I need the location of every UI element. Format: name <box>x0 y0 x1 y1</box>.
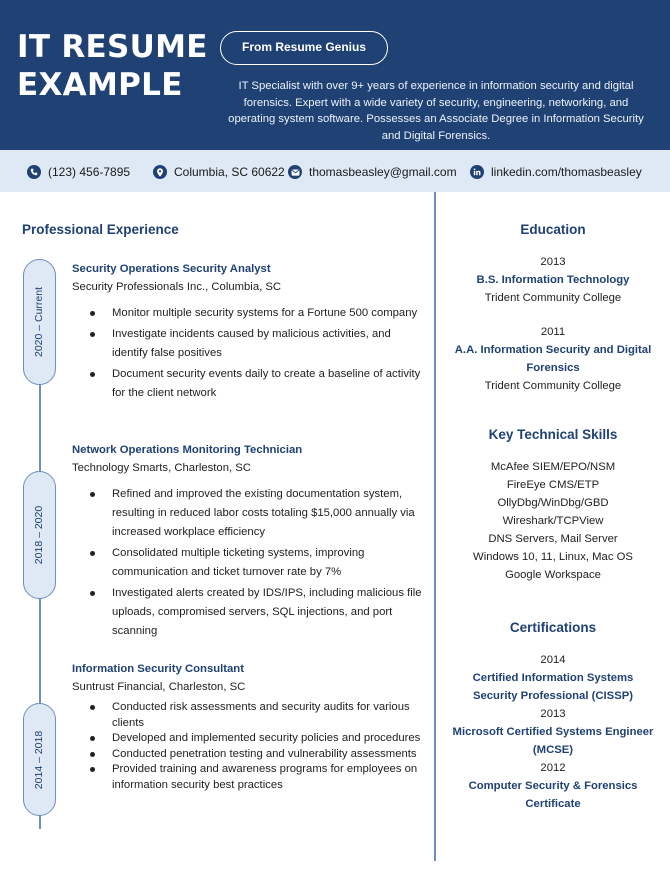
education-entry <box>436 253 670 307</box>
skill-item: Windows 10, 11, Linux, Mac OS <box>473 551 633 563</box>
certification-year: 2014 <box>540 654 566 666</box>
linkedin-icon <box>470 165 484 179</box>
location-text: Columbia, SC 60622 <box>174 165 285 179</box>
job-entry-3 <box>72 660 424 793</box>
contact-location <box>153 163 285 181</box>
certification-year: 2013 <box>540 708 566 720</box>
job-title: Information Security Consultant <box>72 663 244 675</box>
skills-list <box>436 458 670 584</box>
title-line-2: EXAMPLE <box>17 67 183 103</box>
contact-linkedin[interactable] <box>470 163 642 181</box>
certification-year: 2012 <box>540 762 566 774</box>
skill-item: Wireshark/TCPView <box>502 515 604 527</box>
linkedin-text: linkedin.com/thomasbeasley <box>491 165 642 179</box>
certification-entry <box>436 651 670 705</box>
email-icon <box>288 165 302 179</box>
bullet-item: Refined and improved the existing documentation system, resulting in reduced labor costs totaling $15,000 annually via increased workplace efficiency <box>72 485 424 542</box>
experience-heading: Professional Experience <box>22 222 179 237</box>
skills-heading: Key Technical Skills <box>488 427 618 442</box>
contact-phone[interactable] <box>27 163 130 181</box>
skills-section <box>436 427 670 584</box>
bullet-item: Developed and implemented security policies and procedures <box>72 731 424 747</box>
certifications-heading: Certifications <box>509 620 597 635</box>
email-text: thomasbeasley@gmail.com <box>309 165 457 179</box>
job-entry-2 <box>72 441 424 643</box>
bullet-item: Investigated alerts created by IDS/IPS, including malicious file uploads, compromised servers, SQL injections, and port scanning <box>72 584 424 641</box>
skill-item: FireEye CMS/ETP <box>506 479 600 491</box>
contact-bar <box>0 150 670 192</box>
skill-item: McAfee SIEM/EPO/NSM <box>490 461 616 473</box>
skill-item: DNS Servers, Mail Server <box>488 533 618 545</box>
job-1-dates: 2020 – Current <box>23 259 56 385</box>
bullet-item: Document security events daily to create a baseline of activity for the client network <box>72 365 424 403</box>
skill-item: OllyDbg/WinDbg/GBD <box>497 497 609 509</box>
education-degree: B.S. Information Technology <box>476 274 630 286</box>
education-school: Trident Community College <box>484 380 622 392</box>
location-pin-icon <box>153 165 167 179</box>
education-school: Trident Community College <box>484 292 622 304</box>
certification-name: Certified Information Systems Security Professional (CISSP) <box>472 672 634 702</box>
resume-title <box>17 28 208 104</box>
job-company: Suntrust Financial, Charleston, SC <box>72 681 246 693</box>
bullet-item: Investigate incidents caused by malicious activities, and identify false positives <box>72 325 424 363</box>
education-year: 2011 <box>540 326 566 338</box>
certification-entry <box>436 759 670 813</box>
certifications-section <box>436 620 670 813</box>
bullet-item: Provided training and awareness programs for employees on information security best practices <box>72 762 424 793</box>
certification-entry <box>436 705 670 759</box>
education-entry <box>436 323 670 395</box>
phone-icon <box>27 165 41 179</box>
education-heading: Education <box>520 222 586 237</box>
education-section <box>436 222 670 395</box>
bullet-item: Conducted penetration testing and vulnerability assessments <box>72 747 424 763</box>
certification-name: Computer Security & Forensics Certificate <box>468 780 638 810</box>
job-title: Network Operations Monitoring Technician <box>72 444 303 456</box>
job-bullets <box>72 700 424 793</box>
education-degree: A.A. Information Security and Digital Forensics <box>454 344 652 374</box>
skill-item: Google Workspace <box>505 569 601 581</box>
job-company: Security Professionals Inc., Columbia, SC <box>72 281 282 293</box>
job-bullets <box>72 485 424 641</box>
job-entry-1 <box>72 260 424 405</box>
resume-header <box>0 0 670 150</box>
bullet-item: Conducted risk assessments and security audits for various clients <box>72 700 424 731</box>
bullet-item: Monitor multiple security systems for a Fortune 500 company <box>72 304 424 323</box>
source-badge[interactable]: From Resume Genius <box>220 31 388 65</box>
bullet-item: Consolidated multiple ticketing systems, improving communication and ticket turnover rate by 7% <box>72 544 424 582</box>
contact-email[interactable] <box>288 163 457 181</box>
education-year: 2013 <box>540 256 566 268</box>
job-2-dates: 2018 – 2020 <box>23 471 56 599</box>
summary-text: IT Specialist with over 9+ years of experience in information security and digital forensics. Expert with a wide variety of security, engineering, networking, and operating system software. Possesses an Associate Degree in Information Security and Digital Forensics. <box>228 80 644 142</box>
job-company: Technology Smarts, Charleston, SC <box>72 462 251 474</box>
job-title: Security Operations Security Analyst <box>72 263 271 275</box>
job-bullets <box>72 304 424 403</box>
job-3-dates: 2014 – 2018 <box>23 703 56 816</box>
phone-text: (123) 456-7895 <box>48 165 131 179</box>
title-line-1: IT RESUME <box>17 29 208 65</box>
certification-name: Microsoft Certified Systems Engineer (MCSE) <box>452 726 654 756</box>
